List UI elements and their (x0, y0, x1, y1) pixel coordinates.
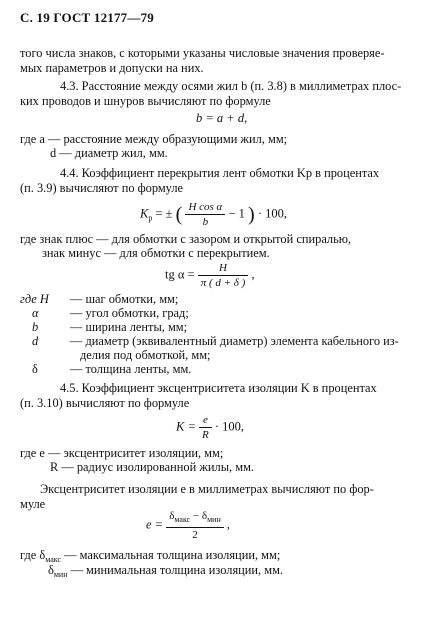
formula-k-end: · 100, (214, 419, 245, 434)
formula-k-denominator: R (202, 429, 209, 441)
legend-row: b — ширина ленты, мм; (32, 320, 188, 334)
where-delta-min: $\delta_{мин}$ — минимальная толщина изоляции, мм. (48, 563, 284, 579)
formula-kp-sub: р (148, 213, 153, 223)
legend-row: α — угол обмотки, град; (32, 306, 189, 320)
formula-e-denominator: 2 (192, 529, 198, 541)
formula-e-fraction (166, 510, 224, 541)
section-4-4-line-1: 4.4. Коэффициент перекрытия лент обмотки Kр в процентах (60, 166, 380, 180)
formula-tg-numerator: H (198, 262, 249, 276)
page-header: С. 19 ГОСТ 12177—79 (20, 10, 154, 25)
eccentricity-line-2: муле (20, 497, 46, 511)
section-4-4-line-2: (п. 3.9) вычисляют по формуле (20, 181, 184, 195)
section-4-5-line-2: (п. 3.10) вычисляют по формуле (20, 396, 190, 410)
formula-kp-tail: − 1 (228, 206, 245, 221)
legend-row: δ — толщина ленты, мм. (32, 362, 192, 376)
formula-kp-end: · 100, (257, 206, 287, 221)
where-d: d — диаметр жил, мм. (50, 146, 168, 160)
where-delta-max: где $\delta_{макс}$ — максимальная толщина изоляции, мм; (20, 548, 281, 564)
intro-line-2: мых параметров и допуски на них. (20, 61, 204, 75)
formula-kp-denominator: b (202, 216, 209, 228)
formula-e (146, 510, 230, 541)
section-4-3-line-1: 4.3. Расстояние между осями жил b (п. 3.8) в миллиметрах плос- (60, 79, 402, 93)
intro-line-1: того числа знаков, с которыми указаны числовые значения проверяе- (20, 46, 385, 60)
minus-sign-text: знак минус — для обмотки с перекрытием. (42, 246, 270, 260)
formula-b: b = a + d, (196, 111, 248, 125)
formula-kp: $K_р$ = ± ( $\frac{\text{H cos α}}{b}$ − 1 ) · 100, (140, 201, 287, 228)
formula-kp-lhs: K (140, 206, 149, 221)
legend-row: где H — шаг обмотки, мм; (20, 292, 179, 306)
formula-kp-fraction (185, 201, 225, 228)
where-R: R — радиус изолированной жилы, мм. (50, 460, 255, 474)
formula-tg (165, 262, 255, 289)
formula-k-fraction (199, 414, 212, 441)
formula-tg-fraction (198, 262, 249, 289)
formula-e-end: , (226, 517, 230, 532)
formula-k-lhs: K = (176, 419, 196, 434)
formula-k (176, 414, 244, 441)
plus-sign-text: где знак плюс — для обмотки с зазором и открытой спиралью, (20, 232, 352, 246)
formula-tg-lhs: tg α = (165, 267, 195, 282)
formula-e-lhs: e = (146, 517, 164, 532)
legend-row: d — диаметр (эквивалентный диаметр) элемента кабельного из- (32, 334, 399, 348)
section-4-3-line-2: ких проводов и шнуров вычисляют по формуле (20, 94, 271, 108)
where-a: где a — расстояние между образующими жил, мм; (20, 132, 288, 146)
eccentricity-line-1: Эксцентриситет изоляции e в миллиметрах вычисляют по фор- (40, 482, 374, 496)
formula-tg-end: , (251, 267, 255, 282)
formula-kp-numerator: H cos α (185, 201, 225, 215)
formula-kp-eq: = ± (155, 206, 173, 221)
section-4-5-line-1: 4.5. Коэффициент эксцентриситета изоляции K в процентах (60, 381, 377, 395)
where-e: где e — эксцентриситет изоляции, мм; (20, 446, 224, 460)
formula-k-numerator: e (199, 414, 212, 428)
formula-e-numerator: $\delta_{макс} - \delta_{мин}$ (166, 510, 224, 528)
legend-row: делия под обмоткой, мм; (80, 348, 211, 362)
formula-tg-denominator: π ( d + δ ) (200, 277, 246, 289)
